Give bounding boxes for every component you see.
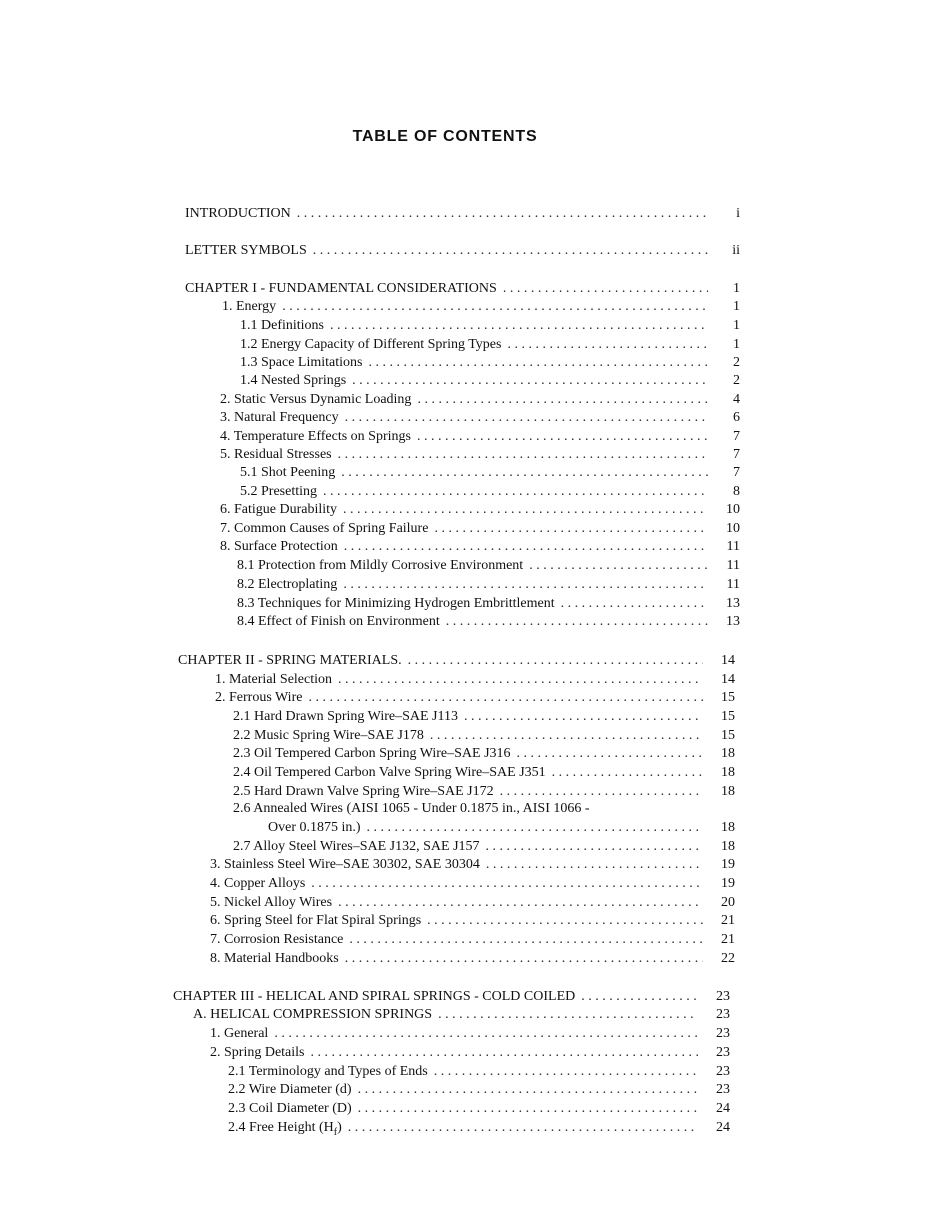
toc-entry-label: 1.2 Energy Capacity of Different Spring Types <box>240 337 502 352</box>
toc-entry-page: 18 <box>721 765 735 780</box>
toc-entry <box>210 1024 730 1043</box>
toc-entry <box>228 1118 730 1137</box>
toc-entry <box>228 1099 730 1118</box>
toc-entry <box>215 670 735 689</box>
toc-entry <box>210 874 735 893</box>
dot-leader <box>297 204 708 223</box>
toc-entry-page: 11 <box>726 539 740 554</box>
dot-leader <box>561 594 708 613</box>
toc-entry-label: 5. Nickel Alloy Wires <box>210 895 333 910</box>
toc-entry <box>240 316 740 335</box>
toc-entry-label: 7. Common Causes of Spring Failure <box>220 521 429 536</box>
toc-entry-label: 5. Residual Stresses <box>220 447 332 462</box>
dot-leader <box>343 575 708 594</box>
dot-leader <box>358 1080 698 1099</box>
toc-entry-label: 6. Fatigue Durability <box>220 502 338 517</box>
toc-entry-page: 8 <box>733 484 740 499</box>
toc-entry-page: 23 <box>716 1082 730 1097</box>
dot-leader <box>311 874 703 893</box>
dot-leader <box>349 930 703 949</box>
toc-entry-page: 6 <box>733 410 740 425</box>
dot-leader <box>345 408 708 427</box>
toc-entry-page: 10 <box>726 502 740 517</box>
toc-entry <box>210 1043 730 1062</box>
toc-entry <box>220 500 740 519</box>
toc-entry <box>233 799 735 818</box>
toc-entry-page: 7 <box>733 429 740 444</box>
toc-entry-label: 1. Energy <box>222 299 277 314</box>
toc-entry-label: 2. Spring Details <box>210 1045 305 1060</box>
toc-entry <box>185 204 740 223</box>
toc-entry-page: 14 <box>721 672 735 687</box>
dot-leader <box>338 445 708 464</box>
toc-entry-label: 1. General <box>210 1026 269 1041</box>
toc-entry-label: 2.6 Annealed Wires (AISI 1065 - Under 0.1875 in., AISI 1066 - <box>233 801 590 816</box>
page-title: TABLE OF CONTENTS <box>352 128 538 145</box>
toc-entry-page: 13 <box>726 596 740 611</box>
toc-entry-page: 7 <box>733 465 740 480</box>
toc-entry-label: 2.1 Hard Drawn Spring Wire–SAE J113 <box>233 709 458 724</box>
toc-entry-label: Over 0.1875 in.) <box>268 820 361 835</box>
dot-leader <box>434 519 708 538</box>
toc-entry-page: 18 <box>721 784 735 799</box>
toc-entry-label: 8. Material Handbooks <box>210 951 339 966</box>
subscript: f <box>333 1126 338 1138</box>
toc-entry-label: 8.3 Techniques for Minimizing Hydrogen Embrittlement <box>237 596 555 611</box>
toc-entry-label: CHAPTER III - HELICAL AND SPIRAL SPRINGS - COLD COILED <box>173 989 576 1004</box>
toc-entry <box>237 556 740 575</box>
dot-leader <box>446 612 708 631</box>
toc-entry-page: 18 <box>721 746 735 761</box>
toc-entry-label: 1.3 Space Limitations <box>240 355 363 370</box>
dot-leader <box>313 241 708 260</box>
toc-entry <box>215 688 735 707</box>
dot-leader <box>529 556 708 575</box>
toc-entry <box>220 390 740 409</box>
dot-leader <box>517 744 703 763</box>
toc-entry <box>228 1062 730 1081</box>
toc-entry-label: 7. Corrosion Resistance <box>210 932 344 947</box>
dot-leader <box>338 893 703 912</box>
toc-entry-label: 1.1 Definitions <box>240 318 324 333</box>
toc-entry <box>210 855 735 874</box>
dot-leader <box>408 651 703 670</box>
toc-entry <box>237 612 740 631</box>
toc-entry-label: 8.2 Electroplating <box>237 577 338 592</box>
toc-entry <box>233 726 735 745</box>
toc-entry-page: 15 <box>721 728 735 743</box>
toc-entry <box>240 353 740 372</box>
toc-entry-page: 11 <box>726 577 740 592</box>
dot-leader <box>486 855 703 874</box>
toc-entry-label: 4. Copper Alloys <box>210 876 306 891</box>
dot-leader <box>311 1043 699 1062</box>
dot-leader <box>352 371 708 390</box>
toc-entry-label: 1.4 Nested Springs <box>240 373 347 388</box>
dot-leader <box>338 670 703 689</box>
toc-entry-label: 2.2 Music Spring Wire–SAE J178 <box>233 728 424 743</box>
toc-entry-label: 8. Surface Protection <box>220 539 338 554</box>
toc-entry-page: 22 <box>721 951 735 966</box>
toc-entry <box>178 651 735 670</box>
toc-entry-page: 1 <box>733 299 740 314</box>
toc-entry-page: 21 <box>721 913 735 928</box>
toc-entry-page: 2 <box>733 373 740 388</box>
dot-leader <box>344 537 708 556</box>
dot-leader <box>323 482 708 501</box>
dot-leader <box>507 335 708 354</box>
toc-entry-page: 23 <box>716 1007 730 1022</box>
dot-leader <box>581 987 698 1006</box>
toc-entry <box>185 279 740 298</box>
toc-entry-page: 1 <box>733 337 740 352</box>
toc-entry <box>237 575 740 594</box>
toc-entry <box>237 594 740 613</box>
dot-leader <box>341 463 708 482</box>
dot-leader <box>503 279 708 298</box>
toc-entry <box>240 335 740 354</box>
toc-entry-page: 2 <box>733 355 740 370</box>
toc-entry-label: 8.4 Effect of Finish on Environment <box>237 614 440 629</box>
toc-entry-label: 5.2 Presetting <box>240 484 317 499</box>
toc-entry <box>210 893 735 912</box>
toc-entry <box>228 1080 730 1099</box>
toc-entry-label: 2.4 Oil Tempered Carbon Valve Spring Wire–SAE J351 <box>233 765 546 780</box>
toc-entry-label: 3. Natural Frequency <box>220 410 339 425</box>
toc-entry-page: 4 <box>733 392 740 407</box>
toc-entry-page: 20 <box>721 895 735 910</box>
dot-leader <box>486 837 703 856</box>
toc-entry-label: 2.4 Free Height $(H_f)$ <box>228 1120 342 1138</box>
toc-entry <box>268 818 735 837</box>
toc-entry-label: LETTER SYMBOLS <box>185 243 307 258</box>
toc-entry-label: 1. Material Selection <box>215 672 333 687</box>
toc-entry-page: 14 <box>721 653 735 668</box>
toc-entry-page: i <box>736 206 740 221</box>
toc-entry-label: CHAPTER II - SPRING MATERIALS. <box>178 653 402 668</box>
toc-entry-label: 8.1 Protection from Mildly Corrosive Environment <box>237 558 524 573</box>
toc-entry <box>220 427 740 446</box>
toc-entry-label: 2.5 Hard Drawn Valve Spring Wire–SAE J172 <box>233 784 494 799</box>
toc-entry <box>240 482 740 501</box>
toc-entry-page: ii <box>732 243 740 258</box>
toc-entry-page: 19 <box>721 876 735 891</box>
toc-entry-label: 5.1 Shot Peening <box>240 465 336 480</box>
toc-entry <box>193 1005 730 1024</box>
toc-entry-label: 2. Ferrous Wire <box>215 690 303 705</box>
toc-entry <box>210 949 735 968</box>
dot-leader <box>427 911 703 930</box>
toc-entry <box>233 763 735 782</box>
dot-leader <box>343 500 708 519</box>
toc-entry <box>222 297 740 316</box>
dot-leader <box>552 763 703 782</box>
dot-leader <box>330 316 708 335</box>
toc-entry-label: 2. Static Versus Dynamic Loading <box>220 392 412 407</box>
toc-entry-page: 13 <box>726 614 740 629</box>
toc-entry-label: 2.2 Wire Diameter (d) <box>228 1082 352 1097</box>
toc-entry <box>233 707 735 726</box>
toc-entry <box>220 537 740 556</box>
toc-entry-page: 1 <box>733 281 740 296</box>
dot-leader <box>417 427 708 446</box>
dot-leader <box>368 353 708 372</box>
toc-entry-label: 2.3 Oil Tempered Carbon Spring Wire–SAE J316 <box>233 746 511 761</box>
dot-leader <box>434 1062 698 1081</box>
toc-entry <box>173 987 730 1006</box>
toc-entry-page: 19 <box>721 857 735 872</box>
toc-entry-page: 24 <box>716 1101 730 1116</box>
toc-entry <box>210 911 735 930</box>
dot-leader <box>438 1005 698 1024</box>
toc-entry-label: 3. Stainless Steel Wire–SAE 30302, SAE 30304 <box>210 857 480 872</box>
dot-leader <box>274 1024 698 1043</box>
dot-leader <box>308 688 703 707</box>
toc-entry-label: CHAPTER I - FUNDAMENTAL CONSIDERATIONS <box>185 281 497 296</box>
dot-leader <box>417 390 708 409</box>
toc-entry-label: 2.3 Coil Diameter (D) <box>228 1101 352 1116</box>
toc-entry-page: 18 <box>721 839 735 854</box>
toc-entry-label: 6. Spring Steel for Flat Spiral Springs <box>210 913 422 928</box>
toc-entry-page: 21 <box>721 932 735 947</box>
toc-entry <box>233 837 735 856</box>
toc-entry-page: 23 <box>716 1064 730 1079</box>
toc-entry-page: 11 <box>726 558 740 573</box>
toc-entry-label: 2.7 Alloy Steel Wires–SAE J132, SAE J157 <box>233 839 480 854</box>
toc-entry-page: 23 <box>716 1045 730 1060</box>
toc-entry-page: 23 <box>716 1026 730 1041</box>
toc-entry-page: 23 <box>716 989 730 1004</box>
toc-entry-page: 10 <box>726 521 740 536</box>
toc-entry-label: INTRODUCTION <box>185 206 291 221</box>
toc-entry-page: 7 <box>733 447 740 462</box>
dot-leader <box>282 297 708 316</box>
toc-entry-page: 1 <box>733 318 740 333</box>
toc-entry <box>210 930 735 949</box>
dot-leader <box>464 707 703 726</box>
toc-entry-label: A. HELICAL COMPRESSION SPRINGS <box>193 1007 433 1022</box>
dot-leader <box>367 818 703 837</box>
toc-entry <box>220 519 740 538</box>
toc-entry-page: 15 <box>721 690 735 705</box>
toc-entry <box>240 463 740 482</box>
dot-leader <box>358 1099 698 1118</box>
dot-leader <box>430 726 703 745</box>
toc-entry-page: 18 <box>721 820 735 835</box>
toc-entry-label: 4. Temperature Effects on Springs <box>220 429 411 444</box>
toc-entry <box>185 241 740 260</box>
dot-leader <box>345 949 703 968</box>
toc-entry-label: 2.1 Terminology and Types of Ends <box>228 1064 428 1079</box>
toc-entry-page: 24 <box>716 1120 730 1135</box>
toc-entry <box>240 371 740 390</box>
toc-entry-page: 15 <box>721 709 735 724</box>
dot-leader <box>348 1118 698 1137</box>
toc-entry <box>220 408 740 427</box>
toc-entry <box>220 445 740 464</box>
toc-entry <box>233 744 735 763</box>
